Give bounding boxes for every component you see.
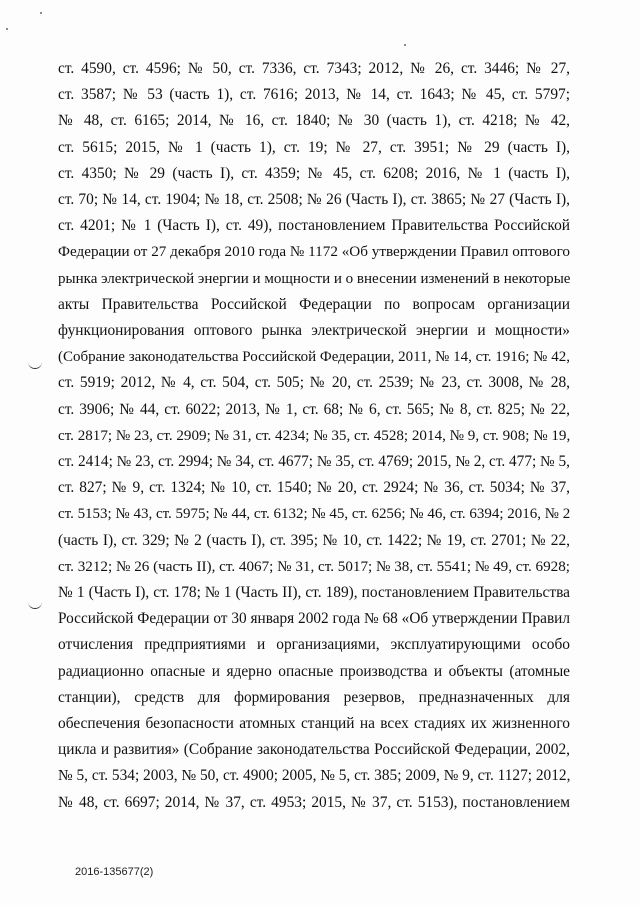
text-line: функционирования оптового рынка электрической энергии и мощности» [58,322,570,340]
margin-pen-mark [28,362,42,369]
text-line: отчисления предприятиями и организациями, эксплуатирующими особо [58,636,570,654]
scan-speck [6,28,8,30]
text-line: ст. 827; № 9, ст. 1324; № 10, ст. 1540; № 20, ст. 2924; № 36, ст. 5034; № 37, [58,479,570,497]
text-line: № 1 (Часть I), ст. 178; № 1 (Часть II), ст. 189), постановлением Правительства [58,584,570,602]
margin-pen-mark [28,602,42,609]
text-line: ст. 2414; № 23, ст. 2994; № 34, ст. 4677; № 35, ст. 4769; 2015, № 2, ст. 477; № 5, [58,453,570,471]
text-line: (Собрание законодательства Российской Федерации, 2011, № 14, ст. 1916; № 42, [58,349,570,366]
document-body [58,56,570,816]
document-id: 2016-135677(2) [75,866,154,878]
scan-speck [40,12,42,14]
text-line: радиационно опасные и ядерно опасные производства и объекты (атомные [58,662,570,680]
text-line: № 48, ст. 6165; 2014, № 16, ст. 1840; № 30 (часть 1), ст. 4218; № 42, [58,112,570,130]
scan-speck [404,44,406,46]
text-line: ст. 5919; 2012, № 4, ст. 504, ст. 505; № 20, ст. 2539; № 23, ст. 3008, № 28, [58,374,570,392]
text-line: (часть I), ст. 329; № 2 (часть I), ст. 395; № 10, ст. 1422; № 19, ст. 2701; № 22, [58,531,570,549]
text-line: Российской Федерации от 30 января 2002 года № 68 «Об утверждении Правил [58,610,570,628]
text-line: обеспечения безопасности атомных станций на всех стадиях их жизненного [58,715,570,733]
text-line: ст. 5153; № 43, ст. 5975; № 44, ст. 6132; № 45, ст. 6256; № 46, ст. 6394; 2016, № 2 [58,506,571,523]
text-line: № 5, ст. 534; 2003, № 50, ст. 4900; 2005, № 5, ст. 385; 2009, № 9, ст. 1127; 2012, [58,767,571,785]
text-line: цикла и развития» (Собрание законодательства Российской Федерации, 2002, [58,741,570,759]
text-line: ст. 5615; 2015, № 1 (часть 1), ст. 19; № 27, ст. 3951; № 29 (часть I), [58,138,570,156]
text-line: Федерации от 27 декабря 2010 года № 1172 «Об утверждении Правил оптового [58,243,570,261]
text-line: № 48, ст. 6697; 2014, № 37, ст. 4953; 2015, № 37, ст. 5153), постановлением [58,793,570,811]
text-line: ст. 4350; № 29 (часть I), ст. 4359; № 45, ст. 6208; 2016, № 1 (часть I), [58,164,570,182]
text-line: ст. 4201; № 1 (Часть I), ст. 49), постановлением Правительства Российской [58,217,570,235]
text-line: ст. 70; № 14, ст. 1904; № 18, ст. 2508; № 26 (Часть I), ст. 3865; № 27 (Часть I), [58,191,570,209]
text-line: ст. 3212; № 26 (часть II), ст. 4067; № 31, ст. 5017; № 38, ст. 5541; № 49, ст. 6928; [58,558,570,575]
text-line: ст. 3906; № 44, ст. 6022; 2013, № 1, ст. 68; № 6, ст. 565; № 8, ст. 825; № 22, [58,400,570,418]
text-line: ст. 4590, ст. 4596; № 50, ст. 7336, ст. 7343; 2012, № 26, ст. 3446; № 27, [58,60,570,77]
text-line: станции), средств для формирования резервов, предназначенных для [58,688,570,706]
text-line: рынка электрической энергии и мощности и о внесении изменений в некоторые [58,270,571,287]
text-line: акты Правительства Российской Федерации по вопросам организации [58,295,570,313]
text-line: ст. 3587; № 53 (часть 1), ст. 7616; 2013, № 14, ст. 1643; № 45, ст. 5797; [58,86,570,104]
text-line: ст. 2817; № 23, ст. 2909; № 31, ст. 4234; № 35, ст. 4528; 2014, № 9, ст. 908; № 19, [58,427,571,444]
